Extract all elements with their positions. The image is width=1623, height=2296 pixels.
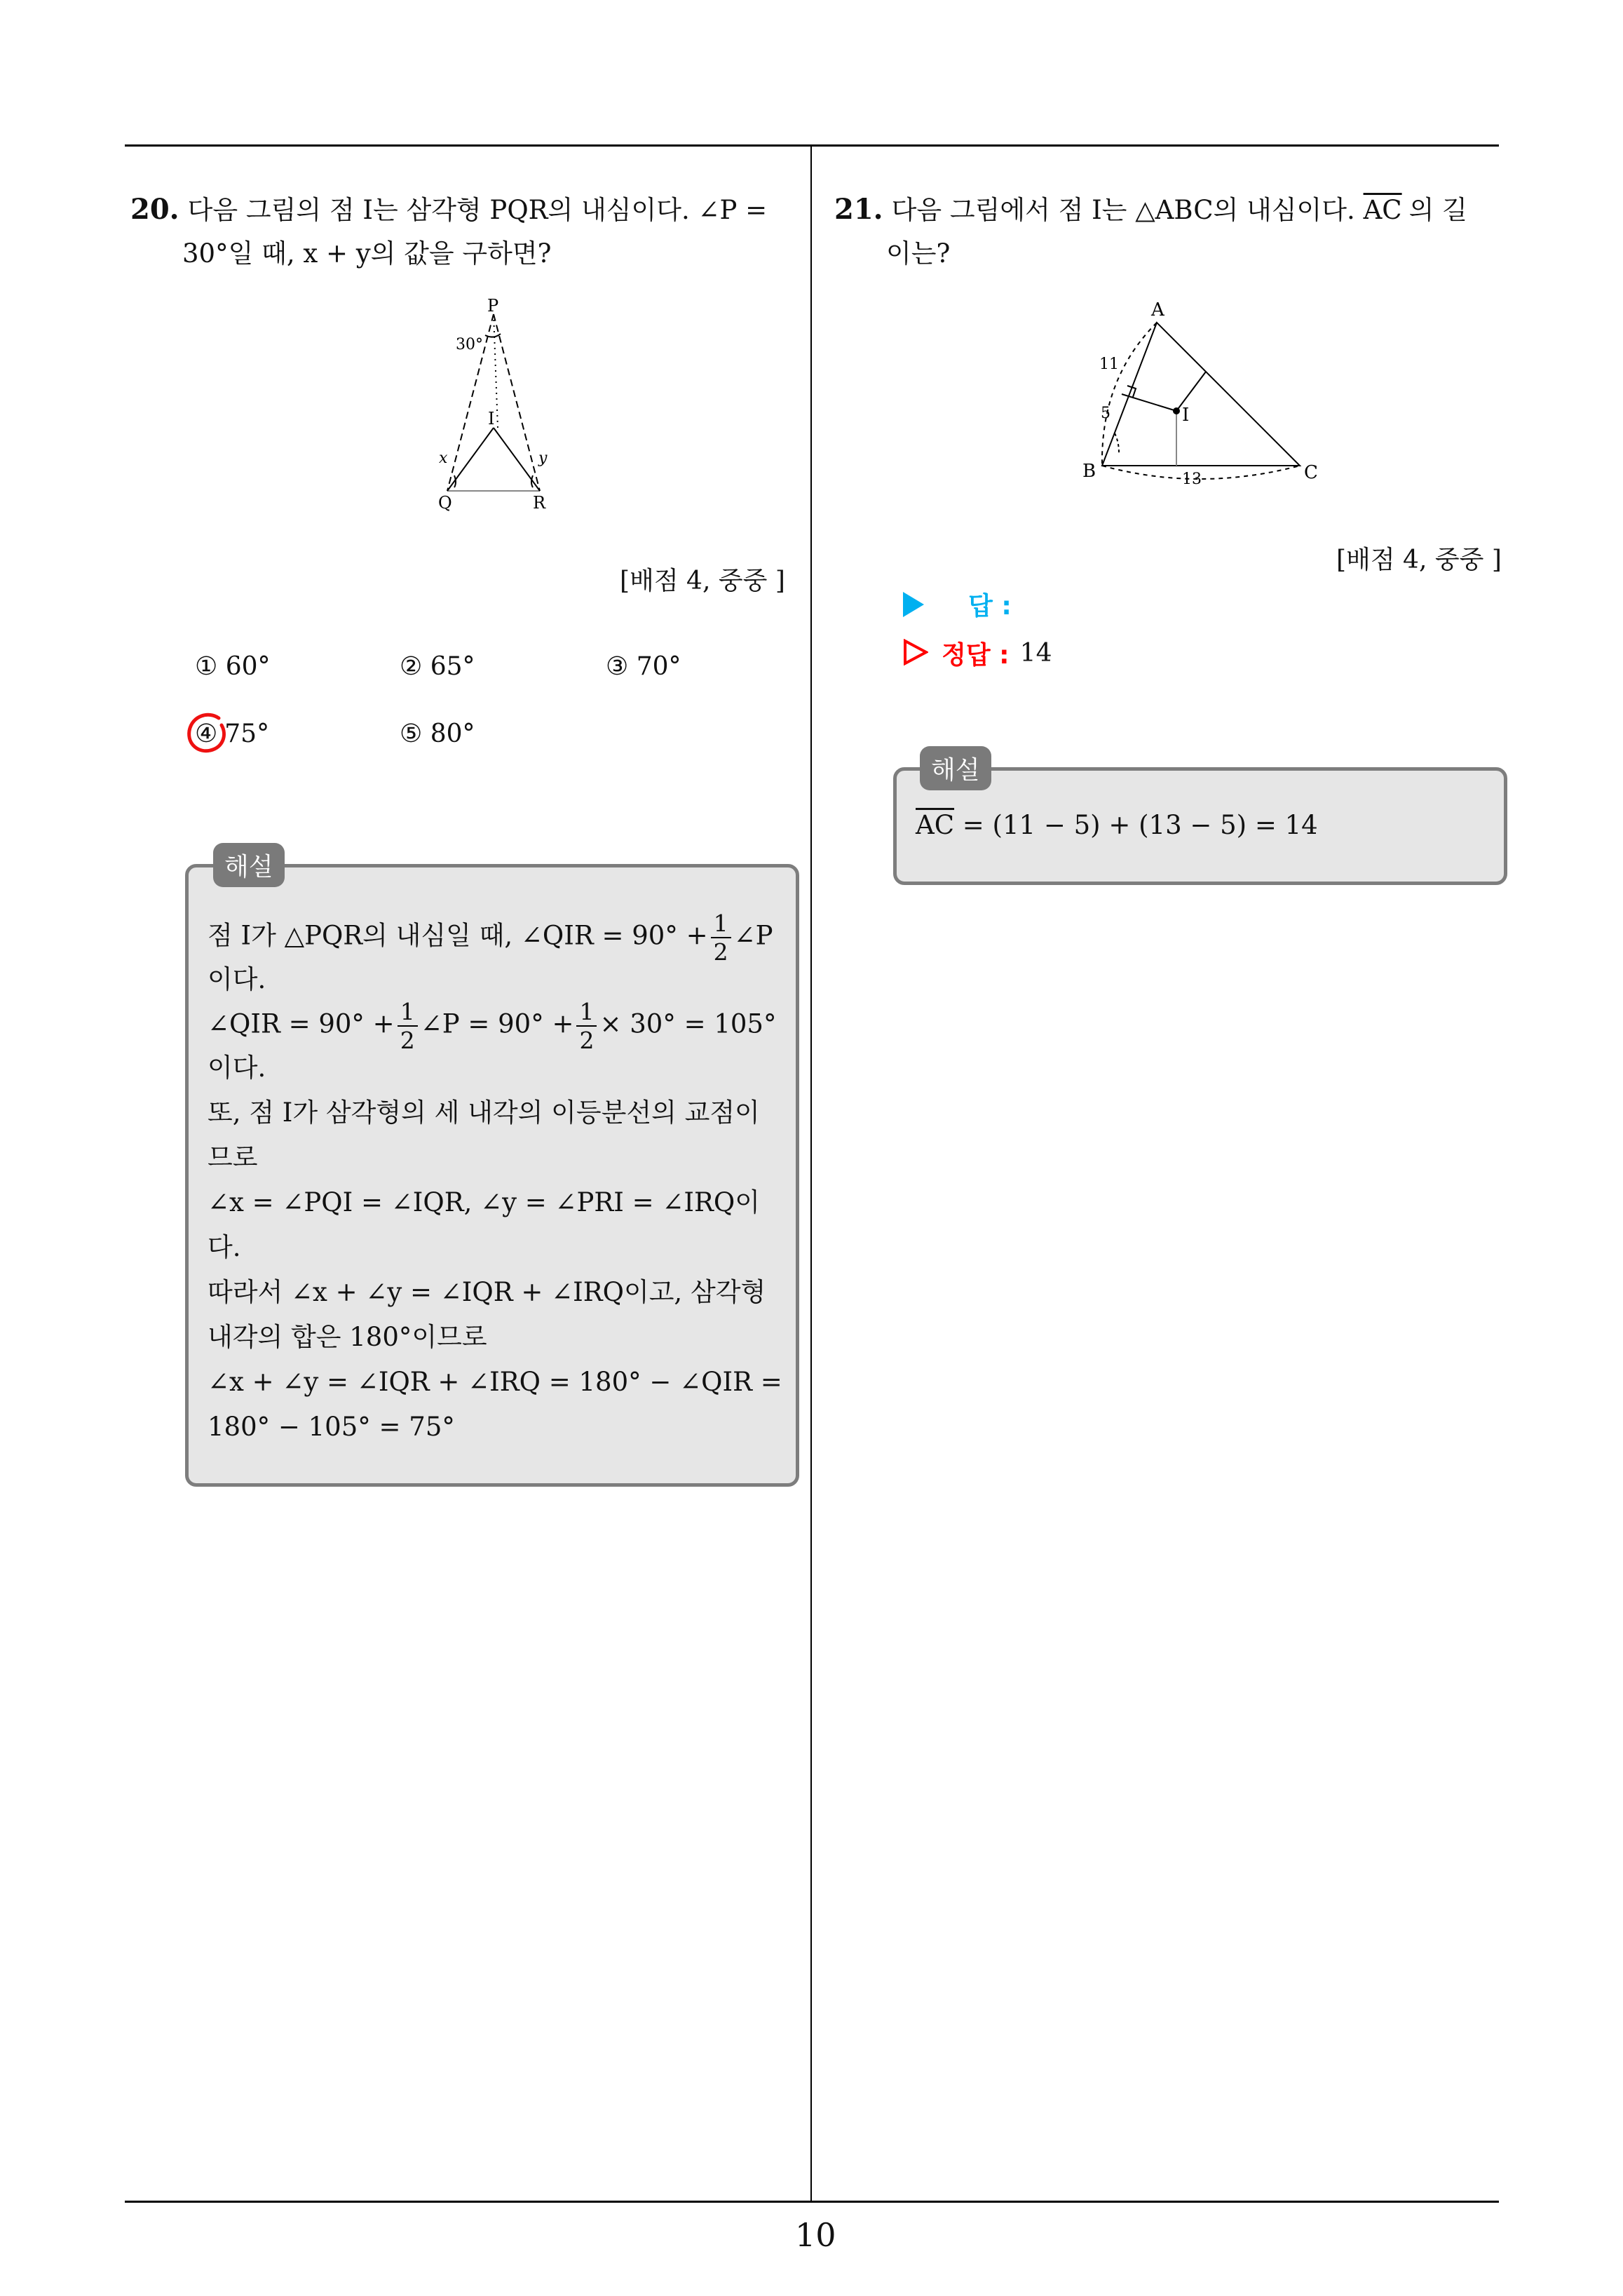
label-13: 13 <box>1182 471 1202 488</box>
question-number: 21. <box>834 193 883 226</box>
solution-line-5: 또, 점 I가 삼각형의 세 내각의 이등분선의 교점이 <box>208 1098 760 1128</box>
option-5[interactable]: ⑤ 80° <box>400 720 475 748</box>
label-c: C <box>1304 462 1318 483</box>
label-a: A <box>1151 299 1164 320</box>
solution-tag: 해설 <box>920 746 991 790</box>
column-divider <box>810 146 812 2202</box>
page-number: 10 <box>795 2216 836 2254</box>
label-r: R <box>533 493 546 512</box>
outline-play-marker-icon <box>903 639 928 668</box>
question-line-1a: 다음 그림에서 점 I는 △ABC의 내심이다. <box>891 195 1355 225</box>
segment-ac: $\overline{AC}$ <box>916 810 955 840</box>
selected-answer-circle-icon <box>184 710 230 756</box>
question-line-2: 30°일 때, x + y의 값을 구하면? <box>182 238 552 269</box>
question-line-2: 이는? <box>886 238 951 269</box>
label-11: 11 <box>1099 356 1119 373</box>
answer-row <box>903 586 1012 622</box>
question-line-1: 다음 그림의 점 I는 삼각형 PQR의 내심이다. ∠P = <box>187 195 768 225</box>
question-20-stem <box>130 188 803 276</box>
solution-line-4: 이다. <box>208 1053 266 1083</box>
segment-ac: $\overline{AC}$ <box>1363 195 1402 225</box>
label-q: Q <box>438 493 452 512</box>
option-4-number: ④ <box>195 720 218 748</box>
fraction-half: $\frac{1}{2}$ <box>711 912 731 964</box>
score-label: [배점 4, 중중 ] <box>620 567 785 595</box>
solution-line-1: 점 I가 △PQR의 내심일 때, ∠QIR = 90° + $\frac{1}{2}$ ∠P <box>208 910 773 966</box>
label-i: I <box>488 409 495 428</box>
question-21-stem <box>834 188 1507 276</box>
option-1[interactable]: ① 60° <box>195 652 271 681</box>
solution-line-3: ∠QIR = 90° + $\frac{1}{2}$ ∠P = 90° + $\frac{1}{2}$ × 30° = 105° <box>208 998 777 1054</box>
label-x: x <box>439 450 448 467</box>
solution-line-10: 내각의 합은 180°이므로 <box>208 1322 487 1352</box>
solution-line-8: 다. <box>208 1232 241 1262</box>
solution-line-9: 따라서 ∠x + ∠y = ∠IQR + ∠IRQ이고, 삼각형 <box>208 1277 766 1307</box>
label-angle-30: 30° <box>456 336 483 353</box>
label-5: 5 <box>1101 405 1111 422</box>
answer-label: 답 : <box>968 592 1012 621</box>
option-3[interactable]: ③ 70° <box>606 652 681 681</box>
question-number: 20. <box>130 193 179 226</box>
play-marker-icon <box>903 592 924 617</box>
fraction-half: $\frac{1}{2}$ <box>398 1000 418 1052</box>
triangle-pqr-figure <box>421 288 575 512</box>
solution-line: $\overline{AC} = (11 - 5) + (13 - 5) = 14$ <box>916 810 1318 840</box>
label-p: P <box>487 296 499 316</box>
option-2[interactable]: ② 65° <box>400 652 475 681</box>
solution-line-7: ∠x = ∠PQI = ∠IQR, ∠y = ∠PRI = ∠IRQ이 <box>208 1187 760 1217</box>
solution-line-11: ∠x + ∠y = ∠IQR + ∠IRQ = 180° − ∠QIR = <box>208 1367 782 1397</box>
solution-line-2: 이다. <box>208 964 266 994</box>
score-label: [배점 4, 중중 ] <box>1336 546 1502 574</box>
label-i: I <box>1182 405 1190 426</box>
top-rule <box>125 144 1499 147</box>
solution-tag: 해설 <box>213 843 285 887</box>
solution-line-12: 180° − 105° = 75° <box>208 1412 455 1442</box>
triangle-abc-figure <box>1073 295 1339 491</box>
bottom-rule <box>125 2201 1499 2203</box>
question-line-1c: 의 길 <box>1408 195 1467 225</box>
label-b: B <box>1082 461 1096 482</box>
fraction-half: $\frac{1}{2}$ <box>576 1000 597 1052</box>
correct-value: 14 <box>1019 639 1052 668</box>
option-4-value: 75° <box>224 720 270 748</box>
label-y: y <box>538 450 548 467</box>
correct-label: 정답 : <box>942 641 1010 670</box>
correct-answer-row <box>903 635 1052 671</box>
solution-line-6: 므로 <box>208 1142 258 1173</box>
